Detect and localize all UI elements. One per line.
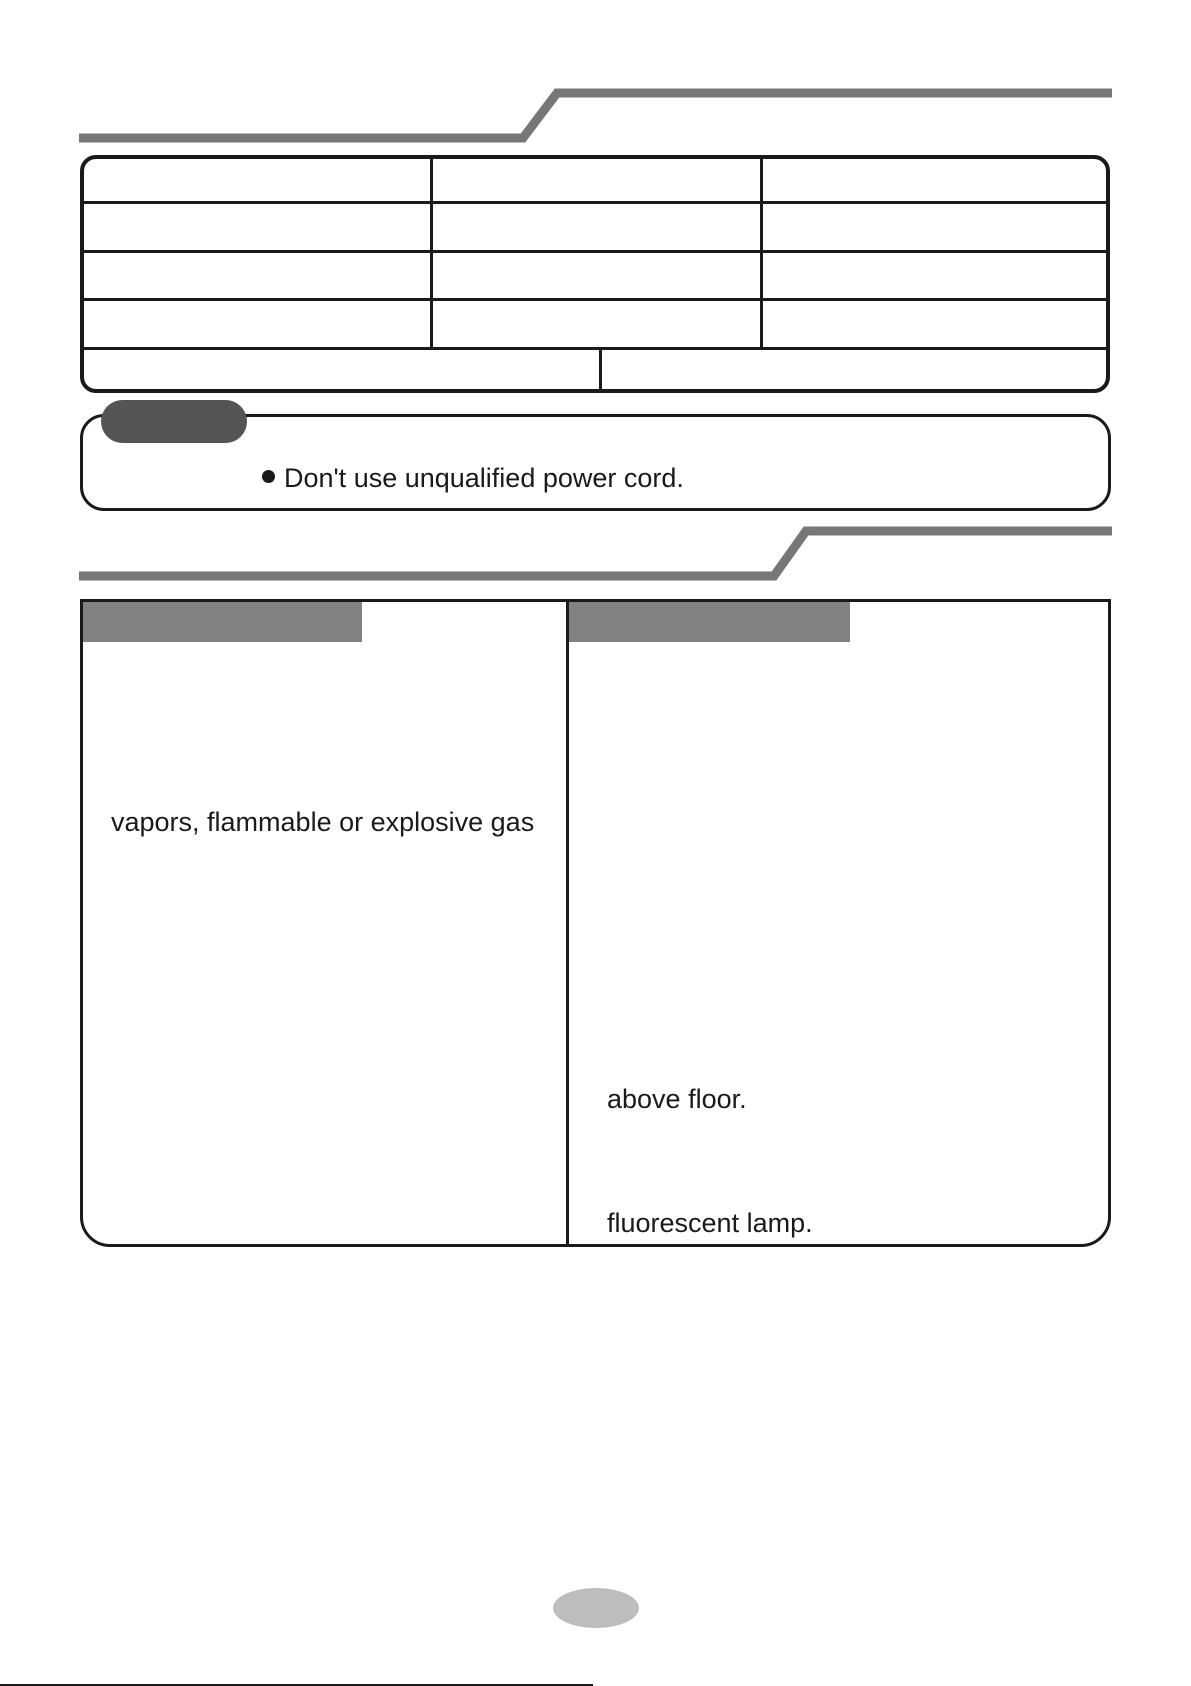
right-column-text-line: above floor. <box>607 1084 747 1114</box>
spec-row-divider <box>84 298 1106 301</box>
spec-column-divider <box>430 159 433 347</box>
section-rule-top <box>79 93 1112 138</box>
section-rule-middle <box>79 531 1112 576</box>
left-column-text-line: vapors, flammable or explosive gas <box>111 807 535 837</box>
right-column-text-line: fluorescent lamp. <box>607 1208 813 1238</box>
note-badge <box>101 400 247 443</box>
right-column-header <box>569 602 850 642</box>
left-column-header <box>83 602 362 642</box>
spec-row-divider <box>84 250 1106 253</box>
spec-table <box>80 155 1110 393</box>
location-column-divider <box>566 599 569 1247</box>
spec-column-divider <box>599 347 602 393</box>
bullet-icon <box>262 470 275 483</box>
note-text: Don't use unqualified power cord. <box>284 463 684 493</box>
spec-row-divider <box>84 201 1106 204</box>
location-table <box>80 599 1111 1247</box>
spec-column-divider <box>760 159 763 347</box>
spec-row-divider <box>84 347 1106 350</box>
page-number-oval <box>553 1588 639 1628</box>
note-item <box>262 458 684 498</box>
